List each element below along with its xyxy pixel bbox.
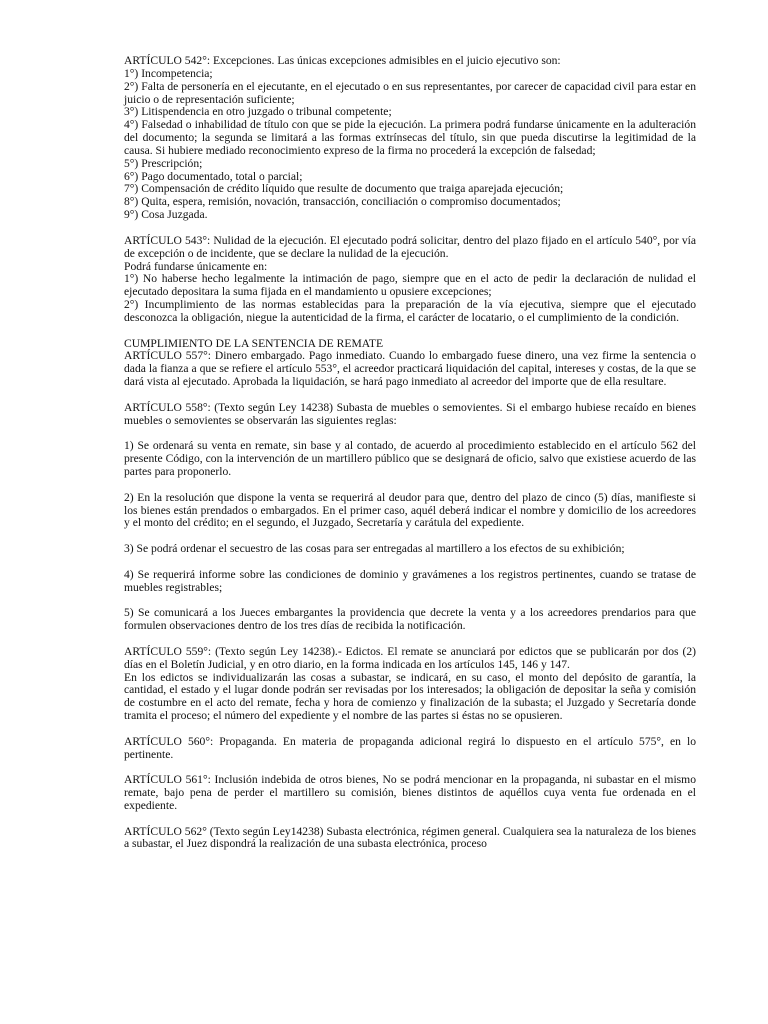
article-559 — [124, 646, 696, 723]
paragraph: 3) Se podrá ordenar el secuestro de las cosas para ser entregadas al martillero a los efectos de su exhibición; — [124, 542, 625, 556]
list-item: 5°) Prescripción; — [124, 156, 203, 170]
rule-2 — [124, 492, 696, 531]
list-item: 7°) Compensación de crédito líquido que resulte de documento que traiga aparejada ejecución; — [124, 182, 564, 196]
list-item: 9°) Cosa Juzgada. — [124, 208, 208, 222]
article-561 — [124, 774, 696, 813]
article-heading: ARTÍCULO 557°: Dinero embargado. Pago inmediato. Cuando lo embargado fuese dinero, una vez firme la sentencia o dada la fianza a que se refiere el artículo 553°, el acreedor practicará liquidación del capital, intereses y costas, de la que se dará vista al ejecutado. Aprobada la liquidación, se hará pago inmediato al acreedor del importe que de ella resultare. — [124, 349, 696, 389]
document-page — [124, 55, 696, 851]
list-item: 2°) Incumplimiento de las normas establecidas para la preparación de la vía ejecutiva, siempre que el ejecutado desconozca la obligación, niegue la autenticidad de la firma, el carácter de locatario, o el cumplimiento de la condición. — [124, 298, 696, 324]
rule-1 — [124, 440, 696, 479]
list-item: 8°) Quita, espera, remisión, novación, transacción, conciliación o compromiso documentados; — [124, 195, 561, 209]
list-item: 1°) No haberse hecho legalmente la intimación de pago, siempre que en el acto de pedir la declaración de nulidad el ejecutado depositara la suma fijada en el mandamiento u opusiere excepciones; — [124, 272, 696, 299]
rule-3 — [124, 543, 696, 556]
article-542 — [124, 55, 696, 222]
paragraph: En los edictos se individualizarán las cosas a subastar, se indicará, en su caso, el monto del depósito de garantía, la cantidad, el estado y el lugar donde podrán ser revisadas por los interesados; la obligación de depositar la seña y comisión de costumbre en el acto del remate, fecha y hora de comienzo y finalización de la subasta; el Juzgado y Secretaría donde tramita el proceso; el número del expediente y el nombre de las partes si éstas no se opusieren. — [124, 670, 696, 723]
paragraph: 5) Se comunicará a los Jueces embargantes la providencia que decrete la venta y a los acreedores prendarios para que formulen observaciones dentro de los tres días de recibida la notificación. — [124, 606, 696, 633]
article-heading: ARTÍCULO 560°: Propaganda. En materia de propaganda adicional regirá lo dispuesto en el artículo 575°, en lo pertinente. — [124, 734, 696, 761]
paragraph: 1) Se ordenará su venta en remate, sin base y al contado, de acuerdo al procedimiento establecido en el artículo 562 del presente Código, con la intervención de un martillero público que se designará de oficio, salvo que existiese acuerdo de las partes para proponerlo. — [124, 439, 696, 478]
rule-4 — [124, 569, 696, 595]
article-heading: ARTÍCULO 561°: Inclusión indebida de otros bienes, No se podrá mencionar en la propaganda, ni subastar en el mismo remate, bajo pena de perder el martillero su comisión, bienes distintos de aquéllos cuya venta fue ordenada en el expediente. — [124, 773, 696, 812]
list-item: 4°) Falsedad o inhabilidad de título con que se pide la ejecución. La primera podrá fundarse únicamente en la adulteración del documento; la segunda se limitará a las formas extrínsecas del título, sin que pueda discutirse la legitimidad de la causa. Si hubiere mediado reconocimiento expreso de la firma no procederá la excepción de falsedad; — [124, 118, 696, 157]
section-heading: CUMPLIMIENTO DE LA SENTENCIA DE REMATE — [124, 336, 384, 350]
list-item: 2°) Falta de personería en el ejecutante, en el ejecutado o en sus representantes, por carecer de capacidad civil para estar en juicio o de representación suficiente; — [124, 79, 696, 106]
paragraph: Podrá fundarse únicamente en: — [124, 259, 268, 273]
list-item: 6°) Pago documentado, total o parcial; — [124, 169, 303, 183]
article-heading: ARTÍCULO 559°: (Texto según Ley 14238).- Edictos. El remate se anunciará por edictos que se publicarán por dos (2) días en el Boletín Judicial, y en otro diario, en la forma indicada en los artículos 145, 146 y 147. — [124, 644, 696, 671]
article-557 — [124, 338, 696, 389]
paragraph: 4) Se requerirá informe sobre las condiciones de dominio y gravámenes a los registros pertinentes, cuando se tratase de muebles registrables; — [124, 567, 696, 594]
list-item: 1°) Incompetencia; — [124, 66, 213, 80]
article-560 — [124, 736, 696, 762]
paragraph: 2) En la resolución que dispone la venta se requerirá al deudor para que, dentro del plazo de cinco (5) días, manifieste si los bienes están prendados o embargados. En el primer caso, aquél deberá indicar el nombre y domicilio de los acreedores y el monto del crédito; en el segundo, el Juzgado, Secretaría y carátula del expediente. — [124, 490, 696, 530]
rule-5 — [124, 607, 696, 633]
list-item: 3°) Litispendencia en otro juzgado o tribunal competente; — [124, 105, 392, 119]
article-543 — [124, 235, 696, 325]
article-558 — [124, 402, 696, 428]
article-562 — [124, 826, 696, 852]
article-heading: ARTÍCULO 562° (Texto según Ley14238) Subasta electrónica, régimen general. Cualquiera sea la naturaleza de los bienes a subastar, el Juez dispondrá la realización de una subasta electrónica, proceso — [124, 824, 696, 851]
article-heading: ARTÍCULO 543°: Nulidad de la ejecución. El ejecutado podrá solicitar, dentro del plazo fijado en el artículo 540°, por vía de excepción o de incidente, que se declare la nulidad de la ejecución. — [124, 233, 696, 260]
article-heading: ARTÍCULO 558°: (Texto según Ley 14238) Subasta de muebles o semovientes. Si el embargo hubiese recaído en bienes muebles o semovientes se observarán las siguientes reglas: — [124, 400, 696, 427]
article-heading: ARTÍCULO 542°: Excepciones. Las únicas excepciones admisibles en el juicio ejecutivo son: — [124, 54, 561, 67]
